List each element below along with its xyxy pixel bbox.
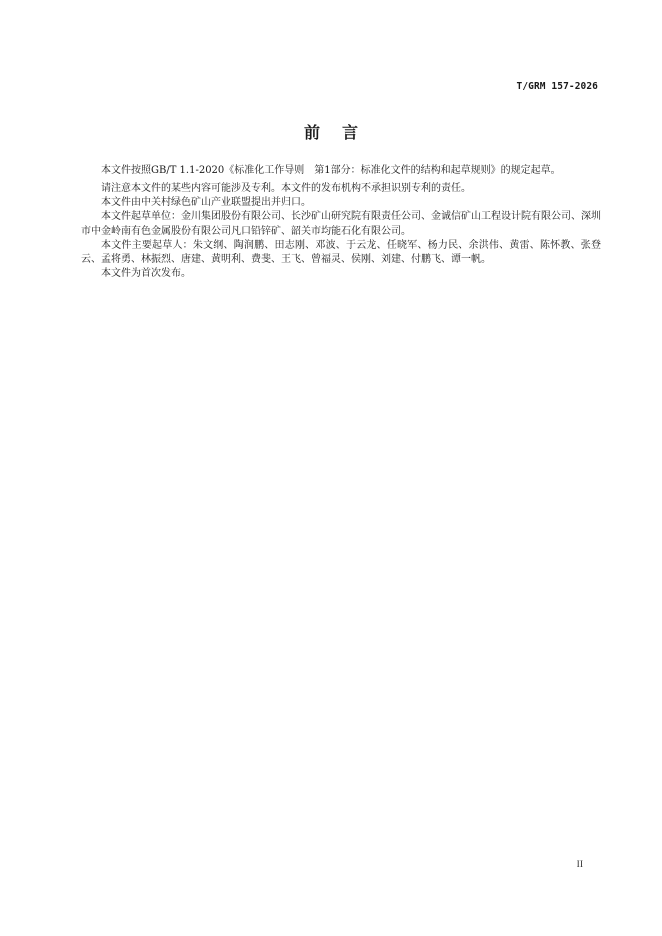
paragraph-proposer: 本文件由中关村绿色矿山产业联盟提出并归口。 xyxy=(101,197,311,209)
paragraph-patent-notice: 请注意本文件的某些内容可能涉及专利。本文件的发布机构不承担识别专利的责任。 xyxy=(101,183,471,194)
paragraph-drafting-rules: 本文件按照GB/T 1.1-2020《标准化工作导则 第1部分：标准化文件的结构和起草规则》的规定起草。 xyxy=(101,165,561,176)
paragraph-drafters: 本文件主要起草人：朱文纲、陶润鹏、田志刚、邓波、于云龙、任晓军、杨力民、余洪伟、黄雷、陈怀教、张登云、孟将勇、林振烈、唐建、黄明利、费斐、王飞、曾福灵、侯刚、刘建、付鹏飞、谭一帆。 xyxy=(81,239,601,266)
page-title: 前言 xyxy=(303,123,380,142)
page-number: II xyxy=(576,860,583,870)
paragraph-drafting-units: 本文件起草单位：金川集团股份有限公司、长沙矿山研究院有限责任公司、金诚信矿山工程设计院有限公司、深圳市中金岭南有色金属股份有限公司凡口铅锌矿、韶关市均能石化有限公司。 xyxy=(81,211,601,237)
foreword-body xyxy=(81,160,601,281)
paragraph-first-release: 本文件为首次发布。 xyxy=(101,268,191,280)
document-code: T/GRM 157-2026 xyxy=(516,81,598,92)
